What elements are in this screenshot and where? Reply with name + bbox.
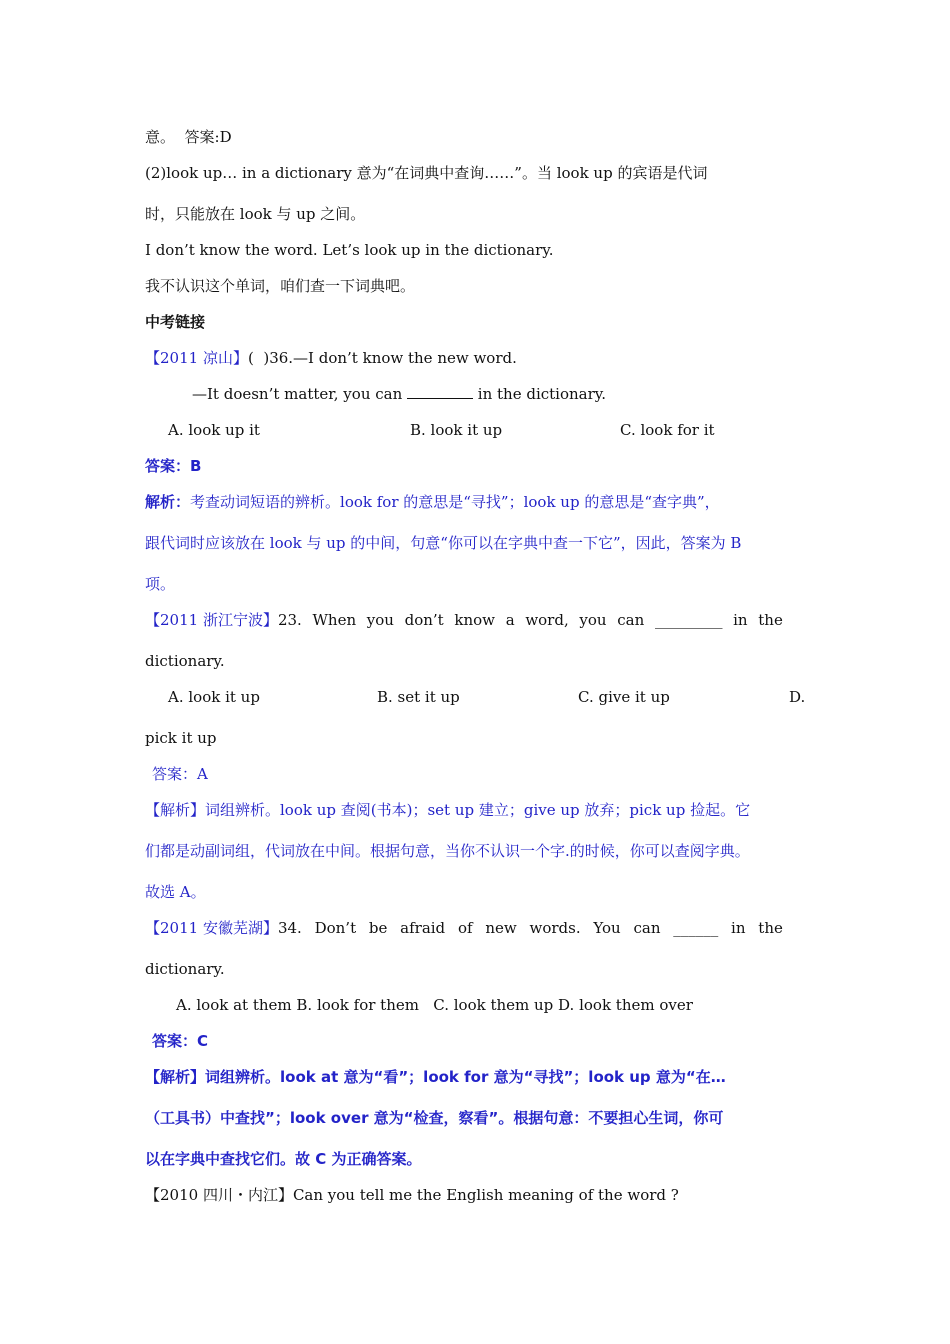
question-text: —It doesn’t matter, you can [192,385,408,403]
question-3 [145,918,783,938]
answer-blank [407,384,473,399]
option-b: B. set it up [377,688,460,706]
option-a: A. look it up [168,688,260,706]
question-source-tag: 【2011 安徽芜湖】 [145,919,278,937]
option-d: D. [789,688,806,706]
explanation-line: 项。 [145,575,176,593]
option-b: B. look it up [410,421,503,439]
question-text: dictionary. [145,960,225,978]
explanation-line: 跟代词时应该放在 look 与 up 的中间，句意“你可以在字典中查一下它”，因此，答案为 B [145,534,742,552]
text-line: 意。 答案:D [145,128,232,146]
question-text: Can you tell me the English meaning of the word ? [292,1186,679,1204]
explanation-line: 故选 A。 [145,883,206,901]
text-line: (2)look up… in a dictionary 意为“在词典中查询……”。当 look up 的宾语是代词 [145,164,708,182]
option-d-text: pick it up [145,729,217,747]
option-c: C. give it up [578,688,670,706]
answer: 答案：C [152,1032,209,1050]
explanation-line: 们都是动副词组，代词放在中间。根据句意，当你不认识一个字.的时候，你可以查阅字典。 [145,842,750,860]
question-text: 34. Don’t be afraid of new words. You can ______ in the [277,919,783,937]
question-text: ( )36.—I don’t know the new word. [247,349,517,367]
question-source-tag: 【2011 浙江宁波】 [145,611,278,629]
explanation-text: 考查动词短语的辨析。look for 的意思是“寻找”；look up 的意思是“查字典”， [190,493,720,511]
option-c: C. look for it [620,421,715,439]
question-4 [145,1185,679,1205]
explanation-label: 解析： [145,493,191,511]
answer: 答案：B [145,457,202,475]
explanation-line: （工具书）中查找”；look over 意为“检查，察看”。根据句意：不要担心生词，你可 [145,1109,724,1127]
option-a: A. look up it [168,421,260,439]
explanation-line: 【解析】词组辨析。look up 查阅(书本)；set up 建立；give up 放弃；pick up 捡起。它 [145,801,751,819]
question-1-line-2 [192,384,606,404]
question-text: dictionary. [145,652,225,670]
question-2 [145,610,783,630]
question-source-tag: 【2010 四川・内江】 [145,1186,293,1204]
text-line: 时，只能放在 look 与 up 之间。 [145,205,366,223]
example-sentence: I don’t know the word. Let’s look up in the dictionary. [145,241,554,259]
answer: 答案：A [152,765,208,783]
example-translation: 我不认识这个单词，咱们查一下词典吧。 [145,277,416,295]
question-source-tag: 【2011 凉山】 [145,349,248,367]
question-text: 23. When you don’t know a word, you can _________ in the [277,611,783,629]
explanation-line: 【解析】词组辨析。look at 意为“看”；look for 意为“寻找”；look up 意为“在… [145,1068,726,1086]
explanation-line [145,492,720,512]
section-heading: 中考链接 [145,313,206,331]
options: A. look at them B. look for them C. look them up D. look them over [176,996,693,1014]
explanation-line: 以在字典中查找它们。故 C 为正确答案。 [145,1150,422,1168]
question-text: in the dictionary. [473,385,607,403]
question-1 [145,348,517,368]
